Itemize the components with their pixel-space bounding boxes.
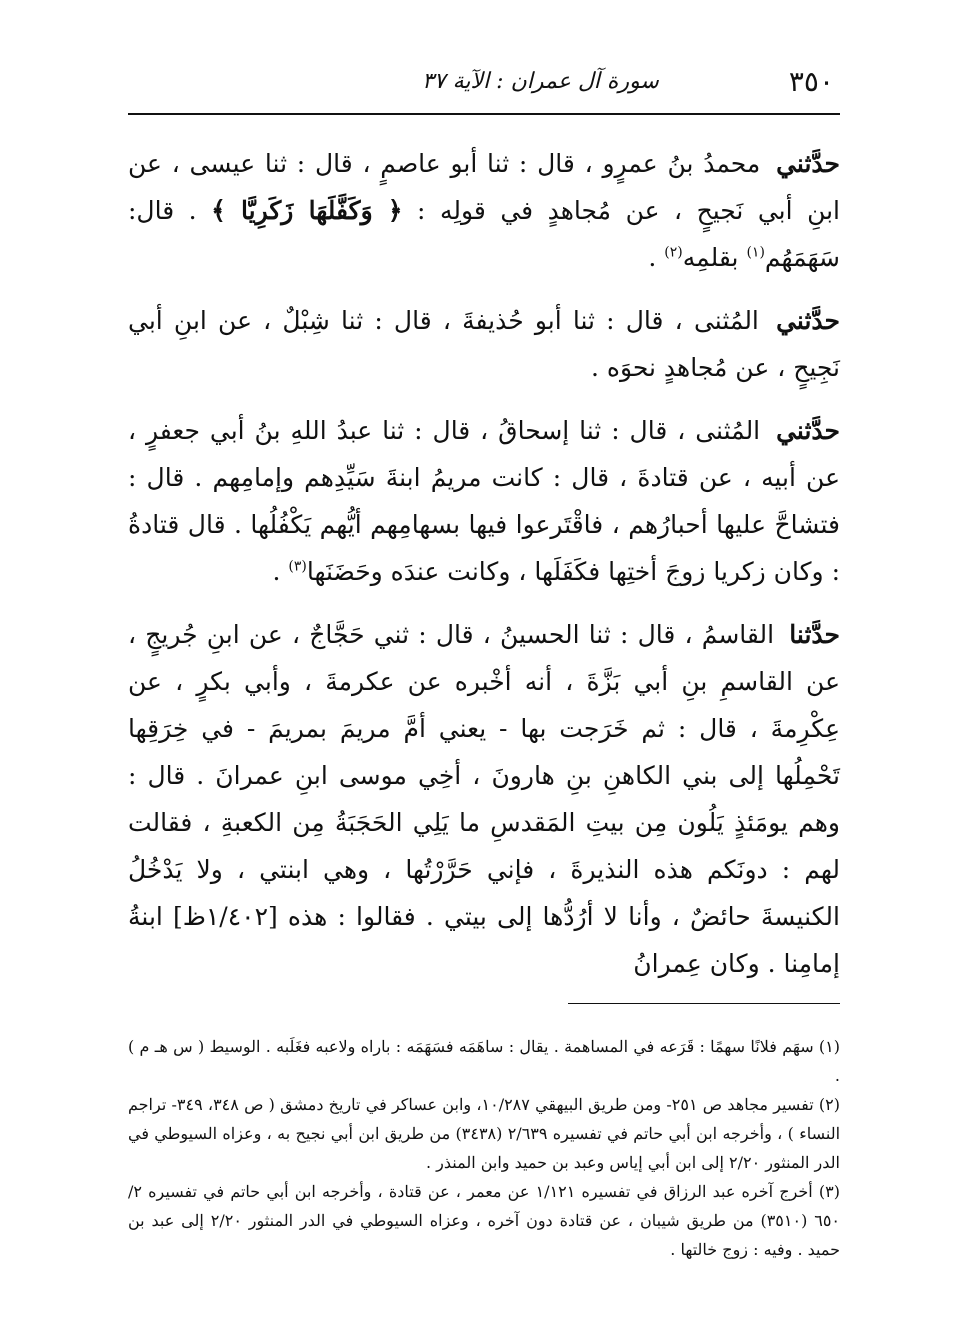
- paragraph-text: القاسمُ ، قال : ثنا الحسينُ ، قال : ثني حَجَّاجٌ ، عن ابنِ جُريجٍ ، عن القاسمِ بنِ أبي بَزَّةَ ، أنه أخْبره عن عكرمةَ ، وأبي بكرٍ ، عن عِكْرِمةَ ، قال : ثم خَرَجت بها - يعني أمَّ مريمَ بمريمَ - في خِرَقِها تَحْمِلُها إلى بني الكاهنِ بنِ هارونَ ، أخِي موسى ابنِ عمرانَ . قال : وهم يومَئذٍ يَلُون مِن بيتِ المَقدسِ ما يَلِي الحَجَبَةُ مِن الكعبةِ ، فقالت لهم : دونَكم هذه النذيرةَ ، فإني حَرَّرْتُها ، وهي ابنتي ، ولا يَدْخُلُ الكنيسةَ حائضٌ ، وأنا لا أرُدُّها إلى بيتي . فقالوا : هذه [١/٤٠٢ظ] ابنةُ إمامِنا . وكان عِمرانُ: [128, 620, 840, 978]
- paragraph-lead: حدَّثنا: [789, 620, 840, 649]
- paragraph-lead: حدَّثني: [776, 416, 840, 445]
- paragraph-text: .: [648, 243, 657, 272]
- paragraph-text: المُثنى ، قال : ثنا إسحاقُ ، قال : ثنا عبدُ اللهِ بنُ أبي جعفرٍ ، عن أبيه ، عن قتادةَ ، قال : كانت مريمُ ابنةَ سَيِّدِهم وإمامِهم . قال : فتشاحَّ عليها أحبارُهم ، فاقْتَرعوا فيها بسهامِهم أيُّهم يَكْفُلُها . قال قتادةُ : وكان زكريا زوجَ أختِها فكَفَلَها ، وكانت عندَه وحَضَنَها: [128, 416, 840, 586]
- paragraph-lead: حدَّثني: [776, 306, 840, 335]
- page-header: [128, 56, 840, 106]
- main-text: [128, 140, 840, 1003]
- running-title: سورة آل عمران : الآية ٣٧: [421, 68, 659, 94]
- footnote-ref: (٣): [288, 558, 307, 575]
- page-number: ٣٥٠: [788, 64, 834, 98]
- paragraph-3: [128, 407, 840, 595]
- paragraph-text: . قال: سَهَمَهُم: [128, 196, 840, 272]
- footnote-2: (٢) تفسير مجاهد ص ٢٥١- ومن طريق البيهقي ١٠/٢٨٧، وابن عساكر في تاريخ دمشق ( ص ٣٤٨، ٣٤٩- تراجم النساء ) ، وأخرجه ابن أبي حاتم في تفسيره ٢/٦٣٩ (٣٤٣٨) من طريق ابن أبي نجيح به ، وعزاه السيوطي في الدر المنثور ٢/٢٠ إلى ابن أبي إياس وعبد بن حميد وابن المنذر .: [128, 1095, 841, 1172]
- paragraph-text: محمدُ بنُ عمرٍو ، قال : ثنا أبو عاصمٍ ، قال : ثنا عيسى ، عن ابنِ أبي نَجيحٍ ، عن مُجاهدٍ في قولِه :: [128, 149, 841, 225]
- footnote-ref: (١): [746, 244, 765, 261]
- footnote-ref: (٢): [664, 244, 683, 261]
- paragraph-4: [128, 611, 840, 987]
- paragraph-text: بقلمِه: [682, 243, 739, 272]
- header-divider: [128, 113, 840, 115]
- footnote-1: (١) سهَم فلانًا سهمًا : قَرَعه في المساهمة . يقال : ساهَمَه فسَهَمَه : باراه ولاعبه فغَلَبه . الوسيط ( س هـ م ) .: [128, 1037, 840, 1085]
- quran-verse: ﴿ وَكَفَّلَهَا زَكَرِيَّا ﴾: [211, 196, 403, 225]
- paragraph-1: [128, 140, 840, 281]
- footnote-3: (٣) أخرج آخره عبد الرزاق في تفسيره ١/١٢١ عن معمر ، عن قتادة ، وأخرجه ابن أبي حاتم في تفسيره ٢/ ٦٥٠ (٣٥١٠) من طريق شيبان ، عن قتادة دون آخره ، وعزاه السيوطي في الدر المنثور ٢/٢٠ إلى عبد بن حميد . وفيه : زوج خالتها .: [128, 1182, 841, 1259]
- footnote-divider: [568, 1003, 840, 1004]
- paragraph-text: .: [272, 557, 281, 586]
- paragraph-lead: حدَّثني: [776, 149, 840, 178]
- paragraph-2: [128, 297, 840, 391]
- paragraph-text: المُثنى ، قال : ثنا أبو حُذيفةَ ، قال : ثنا شِبْلٌ ، عن ابنِ أبي نَجِيحٍ ، عن مُجاهدٍ نحوَه .: [128, 306, 840, 382]
- footnotes: [128, 1032, 840, 1264]
